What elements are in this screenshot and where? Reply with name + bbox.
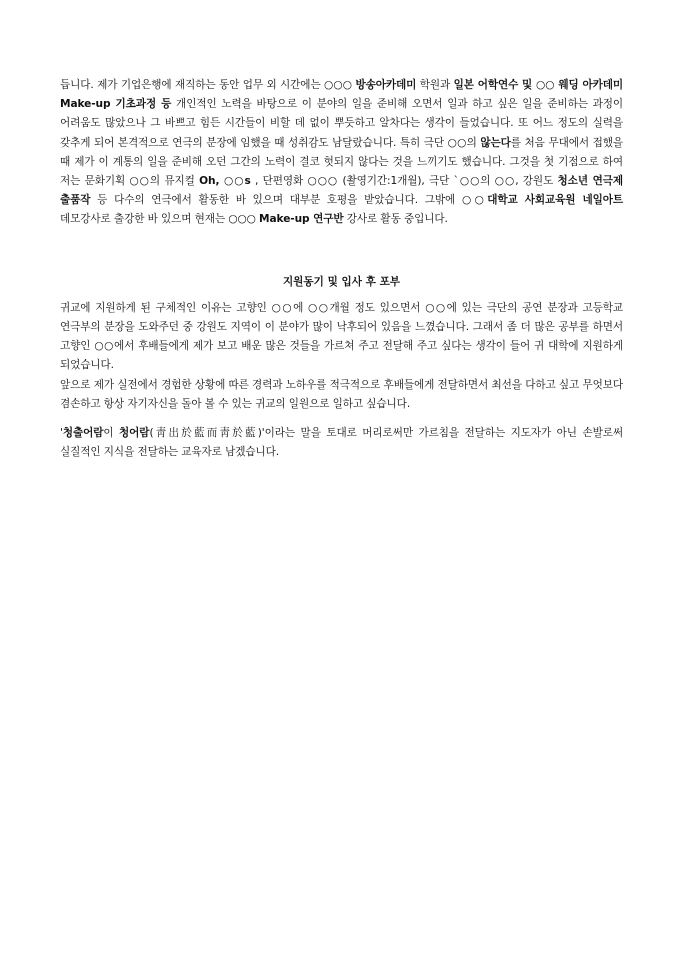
bold-text-run: 청출어람	[62, 427, 104, 440]
paragraph-spacer	[60, 414, 623, 424]
text-run: 강사로 활동 중입니다.	[343, 213, 448, 226]
bold-text-run: Make-up 연구반	[259, 213, 344, 226]
motivation-paragraph: 귀교에 지원하게 된 구체적인 이유는 고향인 ○○에 ○○개월 정도 있으면서 ○○에 있는 극단의 공연 분장과 고등학교 연극부의 분장을 도와주던 중 강원도 지역이 이 분야가 많이 낙후되어 있음을 느꼈습니다. 그래서 좀 더 많은 공부를 하면서 고향인 ○○에서 후배들에게 제가 보고 배운 많은 것들을 가르쳐 주고 전달해 주고 싶다는 생각이 들어 귀 대학에 지원하게 되었습니다.	[60, 301, 623, 372]
text-run: 데모강사로 출강한 바 있으며 현재는 ○○○	[60, 213, 260, 226]
text-run: 개인적인 노력을 바탕으로 이 분야의 일을 준비해 오면서 일과 하고 싶은 일을 준비하는 과정이 어려움도 많았으나 그 바쁘고 힘든 시간들이 비할 데 없이 뿌듯하고 알차다는 생각이 들었습니다. 또 어느 정도의 실력을 갖추게 되어 본격적으로 연극의 분장에 임했을 때 성취감도 남달랐습니다. 특히 극단 ○○의	[60, 98, 623, 149]
career-paragraph	[60, 76, 623, 230]
bold-text-run: 청어람	[119, 427, 150, 440]
text-run: , 단편영화 ○○○ (촬영기간:1개월), 극단 `○○의 ○○, 강원도	[250, 175, 558, 188]
aspiration-paragraph: 앞으로 제가 실전에서 경험한 상황에 따른 경력과 노하우를 적극적으로 후배들에게 전달하면서 최선을 다하고 싶고 무엇보다 겸손하고 항상 자기자신을 돌아 볼 수 있는 귀교의 일원으로 일하고 싶습니다.	[60, 378, 623, 410]
text-run: 등 다수의 연극에서 활동한 바 있으며 대부분 호평을 받았습니다. 그밖에 ○○	[90, 194, 488, 207]
bold-text-run: 않는다	[480, 136, 511, 149]
text-run: 를 처음 무대에서 접했을 때 제가 이 계통의 일을 준비해 오던 그간의 노력이 결코 헛되지 않다는 것을 느끼기도 했습니다. 그것을 첫 기점으로 하여 저는 문화기획 ○○의 뮤지컬	[60, 136, 623, 188]
text-run: 듭니다. 제가 기업은행에 재직하는 동안 업무 외 시간에는 ○○○	[60, 79, 356, 91]
document-page	[60, 76, 623, 462]
text-run: '	[60, 427, 63, 440]
text-run: (靑出於藍而靑於藍)'이라는 말을 토대로 머리로써만 가르침을 전달하는 지도자가 아닌 손발로써 실질적인 지식을 전달하는 교육자로 남겠습니다.	[60, 427, 623, 459]
text-run: 학원과	[416, 79, 454, 91]
bold-text-run: 일본 어학연수 및 ○○ 웨딩 아카데미 Make-up 기초과정 등	[60, 79, 623, 111]
bold-text-run: 청소년 연극제 출품작	[60, 175, 624, 207]
text-run: 이	[103, 427, 120, 440]
bold-text-run: 방송아카데미	[355, 79, 417, 91]
closing-paragraph	[60, 424, 623, 462]
bold-text-run: Oh, ○○s	[199, 175, 251, 188]
bold-text-run: 대학교 사회교육원 네일아트	[487, 194, 624, 207]
section-heading: 지원동기 및 입사 후 포부	[282, 275, 401, 288]
